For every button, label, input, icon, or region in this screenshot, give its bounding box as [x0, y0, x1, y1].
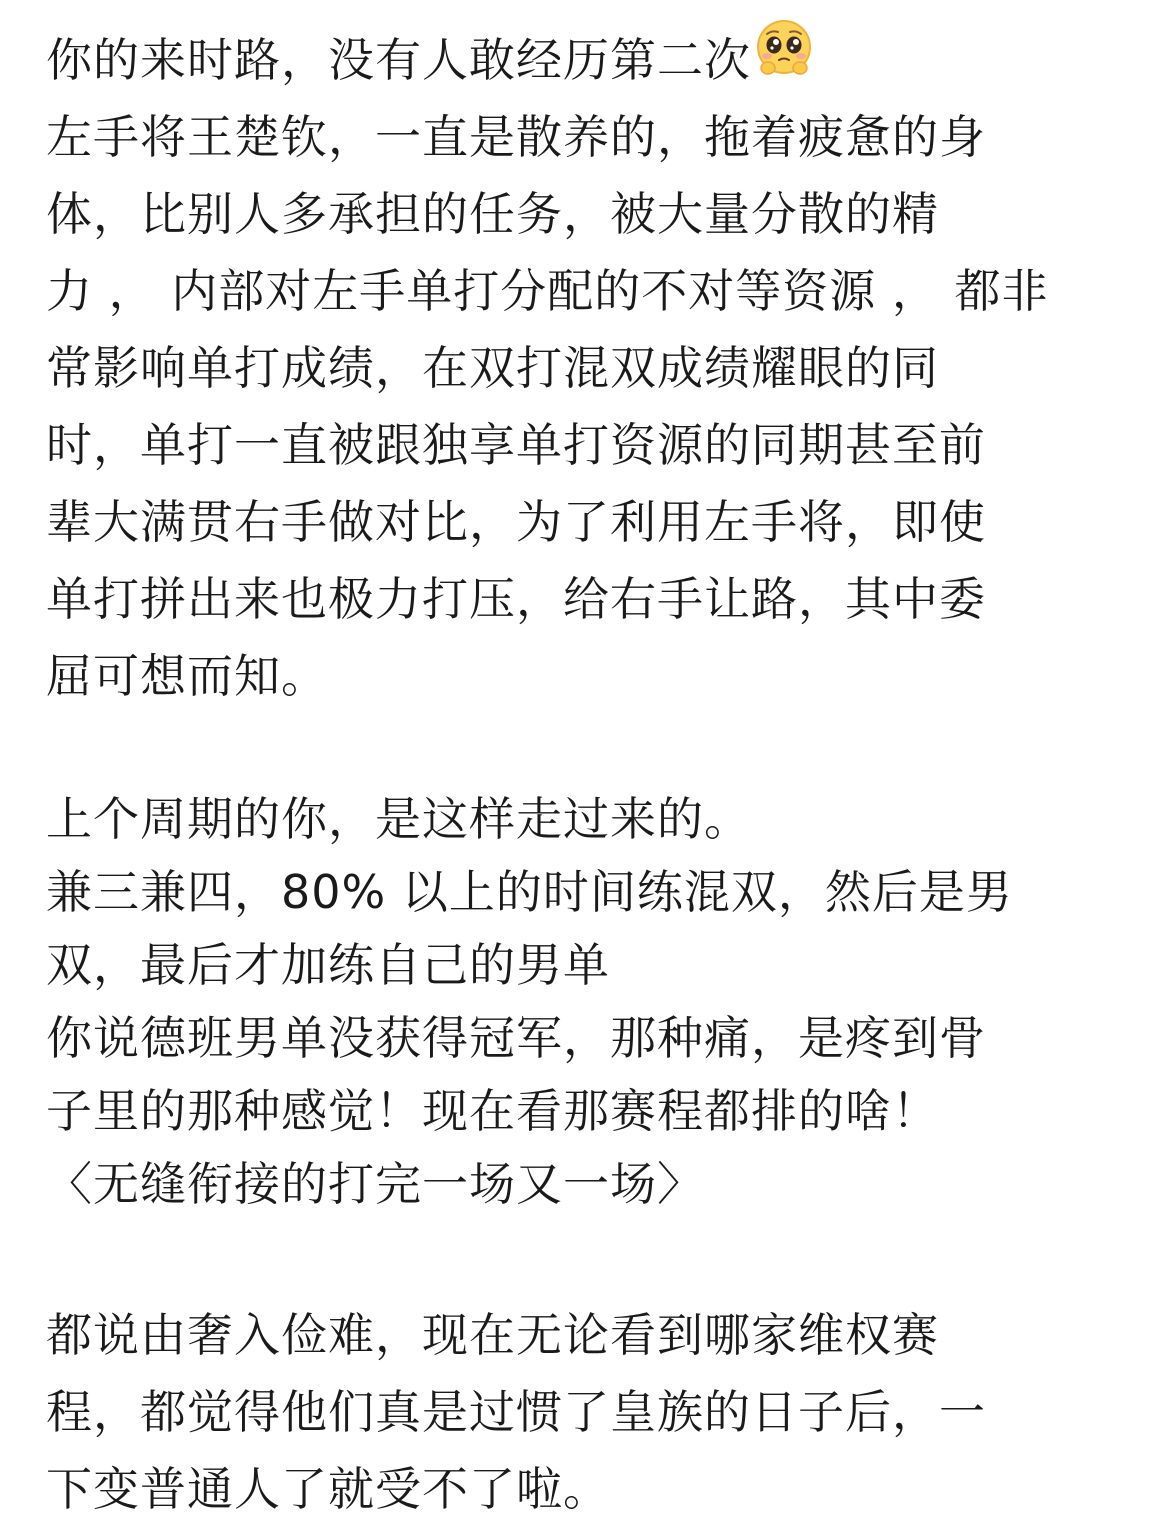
text-line-10: 上个周期的你，是这样走过来的。: [46, 792, 751, 846]
text-line-5: 常影响单打成绩，在双打混双成绩耀眼的同: [46, 341, 939, 395]
text-line-1: [46, 22, 813, 99]
text-line-16: 都说由奢入俭难，现在无论看到哪家维权赛: [46, 1308, 939, 1362]
text-line-8: 单打拼出来也极力打压，给右手让路，其中委: [46, 572, 986, 626]
text-line-17: 程，都觉得他们真是过惯了皇族的日子后，一: [46, 1385, 986, 1439]
text-line-12: 双，最后才加练自己的男单: [46, 938, 610, 992]
text-line-15: 〈无缝衔接的打完一场又一场〉: [46, 1157, 704, 1211]
text-line-2: 左手将王楚钦，一直是散养的，拖着疲惫的身: [46, 110, 986, 164]
text-line-3: 体，比别人多承担的任务，被大量分散的精: [46, 187, 939, 241]
text-line-1-content: 你的来时路，没有人敢经历第二次: [46, 33, 751, 87]
text-line-7: 辈大满贯右手做对比，为了利用左手将，即使: [46, 495, 986, 549]
text-line-4: 力 ， 内部对左手单打分配的不对等资源 ， 都非: [46, 264, 1049, 318]
text-line-9: 屈可想而知。: [46, 649, 328, 703]
text-line-11: 兼三兼四，80% 以上的时间练混双，然后是男: [46, 865, 1013, 919]
text-line-6: 时，单打一直被跟独享单打资源的同期甚至前: [46, 418, 986, 472]
pleading-face-icon: [755, 18, 813, 99]
text-line-13: 你说德班男单没获得冠军，那种痛，是疼到骨: [46, 1011, 986, 1065]
text-line-18: 下变普通人了就受不了啦。: [46, 1462, 610, 1516]
text-line-14: 子里的那种感觉！现在看那赛程都排的啥！: [46, 1084, 939, 1138]
